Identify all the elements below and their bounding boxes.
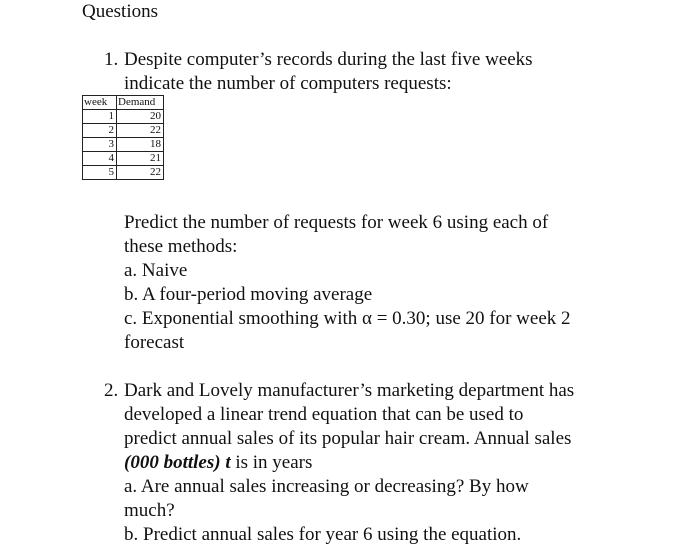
question-1-intro-line-1: Despite computer’s records during the last five weeks [124,49,533,70]
table-row [83,124,164,138]
week-cell: 2 [83,124,117,138]
week-cell: 3 [83,138,117,152]
demand-table [82,95,164,180]
question-1-part-a: a. Naive [124,260,188,281]
page-title: Questions [82,1,158,22]
week-cell: 5 [83,166,117,180]
question-1-prompt-line-2: these methods: [124,236,238,257]
question-2-part-b: b. Predict annual sales for year 6 using the equation. [124,524,522,545]
header-demand: Demand [117,96,164,110]
demand-cell: 22 [117,166,164,180]
question-1-part-c-line-1: c. Exponential smoothing with α = 0.30; use 20 for week 2 [124,308,571,329]
question-1-number: 1. [104,49,119,70]
question-2-line-2: developed a linear trend equation that can be used to [124,404,524,425]
demand-cell: 21 [117,152,164,166]
question-1-part-b: b. A four-period moving average [124,284,373,305]
question-2-line-4 [124,451,312,475]
question-2-part-a-line-2: much? [124,500,175,521]
table-row [83,138,164,152]
demand-cell: 20 [117,110,164,124]
question-2-emphasis: (000 bottles) t [124,452,231,473]
week-cell: 1 [83,110,117,124]
question-2-line-4-rest: is in years [230,452,313,473]
demand-cell: 18 [117,138,164,152]
header-week: week [83,96,117,110]
table-row [83,110,164,124]
question-2-line-1: Dark and Lovely manufacturer’s marketing department has [124,380,575,401]
table-row [83,152,164,166]
demand-table-header-row [83,96,164,110]
question-1-prompt-line-1: Predict the number of requests for week 6 using each of [124,212,549,233]
question-1-part-c-line-2: forecast [124,332,185,353]
week-cell: 4 [83,152,117,166]
question-2-number: 2. [104,380,119,401]
table-row [83,166,164,180]
demand-cell: 22 [117,124,164,138]
question-2-part-a-line-1: a. Are annual sales increasing or decreasing? By how [124,476,529,497]
question-1-intro-line-2: indicate the number of computers requests: [124,73,452,94]
question-2-line-3: predict annual sales of its popular hair cream. Annual sales [124,428,572,449]
